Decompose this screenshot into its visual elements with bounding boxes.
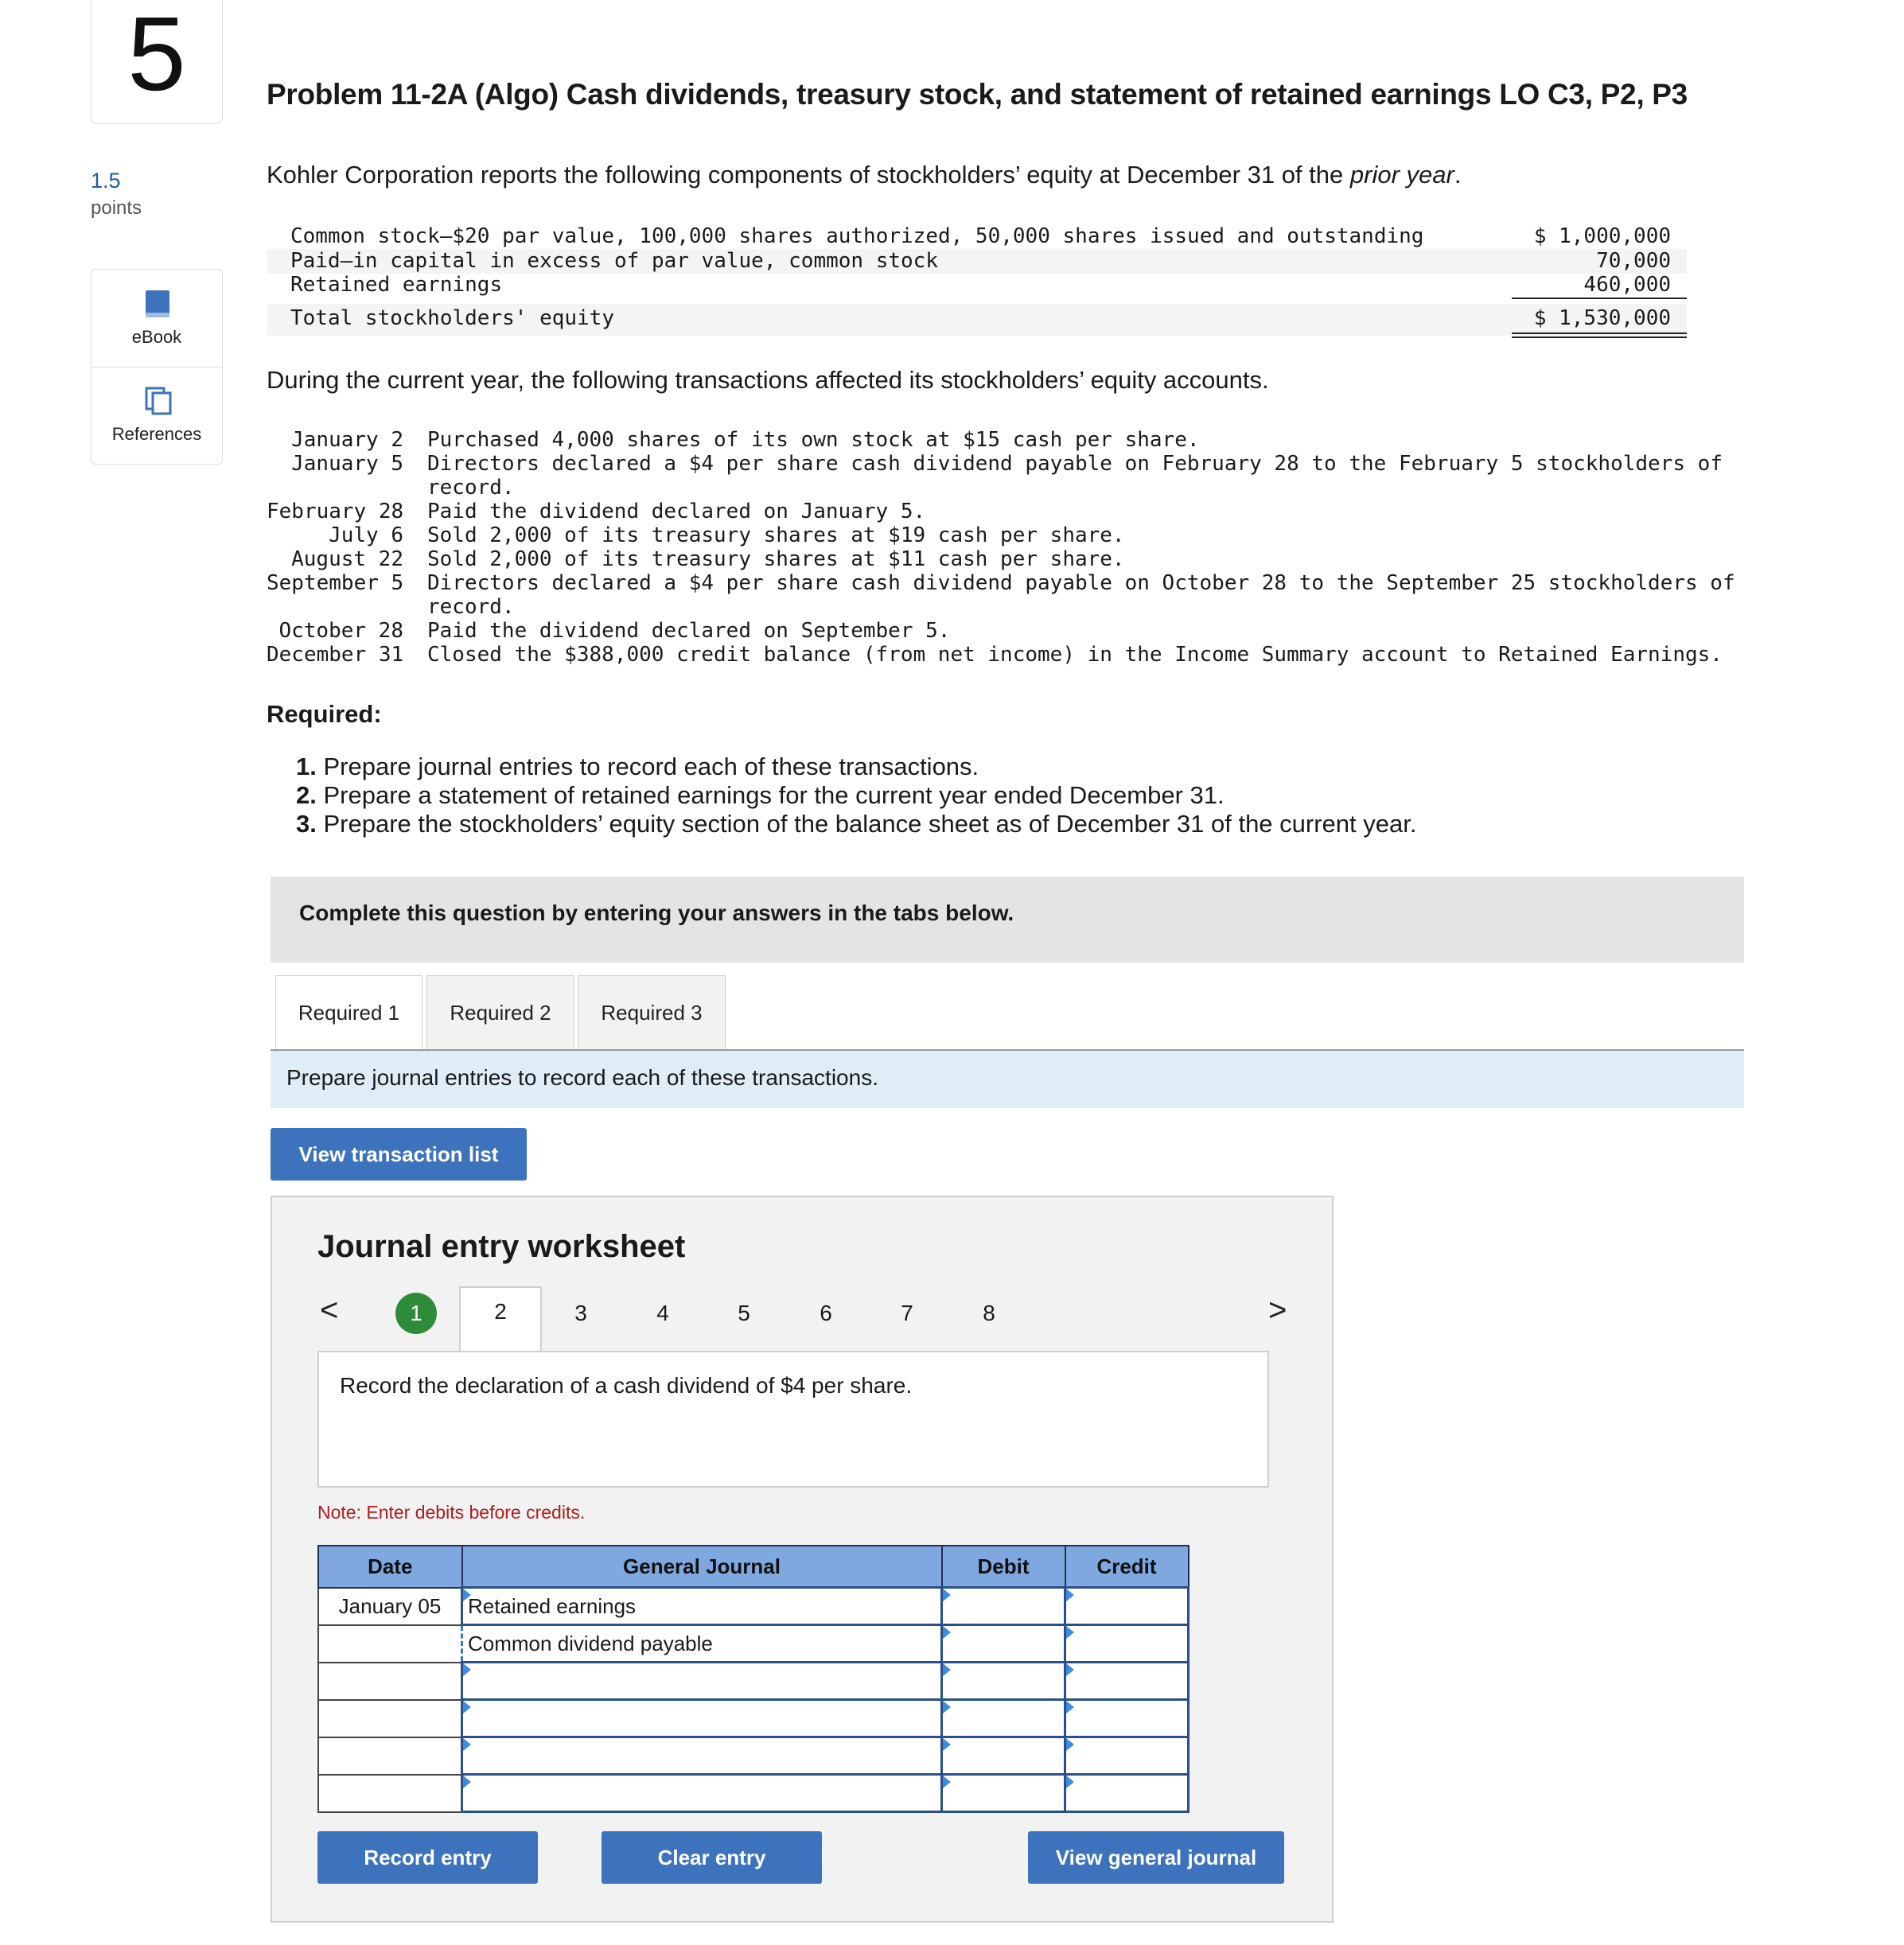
- required-heading: Required:: [267, 700, 382, 728]
- tab-required-1[interactable]: Required 1: [275, 975, 422, 1051]
- view-transaction-list-button[interactable]: View transaction list: [271, 1128, 527, 1181]
- general-journal-table: [317, 1545, 1190, 1813]
- entry-description: Record the declaration of a cash dividend of $4 per share.: [340, 1373, 913, 1398]
- credit-header: Credit: [1065, 1546, 1189, 1588]
- credit-input[interactable]: [1065, 1737, 1189, 1775]
- double-rule: [1512, 333, 1687, 334]
- subtotal-rule: [1512, 298, 1687, 299]
- step-6[interactable]: 6: [820, 1301, 832, 1325]
- step-4[interactable]: 4: [656, 1301, 669, 1325]
- date-cell: [318, 1700, 462, 1737]
- transaction-date: July 6: [329, 523, 403, 547]
- next-arrow-icon[interactable]: >: [1268, 1293, 1287, 1328]
- clear-entry-button[interactable]: Clear entry: [602, 1831, 822, 1884]
- date-header: Date: [318, 1546, 462, 1588]
- account-input[interactable]: Common dividend payable: [462, 1625, 942, 1663]
- credit-input[interactable]: [1065, 1588, 1189, 1625]
- resource-sidebar: [91, 269, 223, 465]
- ebook-label: eBook: [131, 327, 182, 347]
- journal-row: [318, 1625, 1189, 1663]
- transaction-text: Purchased 4,000 shares of its own stock at $15 cash per share.: [427, 428, 1200, 452]
- account-input[interactable]: [462, 1663, 942, 1700]
- transaction-text: Paid the dividend declared on January 5.: [427, 500, 926, 523]
- credit-input[interactable]: [1065, 1700, 1189, 1737]
- during-text: During the current year, the following transactions affected its stockholders’ equity accounts.: [267, 366, 1269, 394]
- copy-icon: [144, 386, 173, 416]
- date-cell: [318, 1775, 462, 1812]
- transaction-text: Directors declared a $4 per share cash dividend payable on October 28 to the September 25 stockholders of: [427, 571, 1735, 595]
- journal-row: [318, 1663, 1189, 1700]
- worksheet-title: Journal entry worksheet: [317, 1229, 686, 1264]
- tab-required-2[interactable]: Required 2: [426, 975, 574, 1050]
- transaction-text: Paid the dividend declared on September 5.: [427, 619, 951, 643]
- credit-input[interactable]: [1065, 1625, 1189, 1663]
- intro-text: Kohler Corporation reports the following components of stockholders’ equity at December 31 of the prior year.: [267, 161, 1462, 189]
- transaction-text: Closed the $388,000 credit balance (from net income) in the Income Summary account to Retained Earnings.: [427, 643, 1723, 667]
- entry-description-box: [317, 1351, 1269, 1488]
- required-item: 3. Prepare the stockholders’ equity section of the balance sheet as of December 31 of the current year.: [296, 810, 1417, 838]
- problem-title: Problem 11-2A (Algo) Cash dividends, treasury stock, and statement of retained earnings LO C3, P2, P3: [267, 78, 1688, 111]
- debit-header: Debit: [942, 1546, 1065, 1588]
- transaction-date: August 22: [291, 547, 403, 571]
- transaction-date: October 28: [278, 619, 403, 643]
- credit-input[interactable]: [1065, 1663, 1189, 1700]
- transaction-date: December 31: [267, 643, 404, 667]
- instruction-text: Prepare journal entries to record each of these transactions.: [286, 1065, 878, 1090]
- transaction-text: Sold 2,000 of its treasury shares at $11 cash per share.: [427, 547, 1125, 571]
- equity-row: Retained earnings 460,000: [290, 273, 1671, 297]
- journal-row: [318, 1588, 1189, 1625]
- references-link[interactable]: [92, 367, 222, 464]
- credit-input[interactable]: [1065, 1775, 1189, 1812]
- book-icon: [144, 289, 171, 319]
- points-label: points: [91, 197, 142, 219]
- date-cell: [318, 1737, 462, 1775]
- equity-total-row: Total stockholders' equity $ 1,530,000: [267, 304, 1687, 336]
- references-label: References: [111, 424, 202, 444]
- transaction-date: January 2: [291, 428, 403, 452]
- instruction-banner: [271, 1051, 1744, 1108]
- account-input[interactable]: Retained earnings: [462, 1588, 942, 1625]
- journal-entry-worksheet: [271, 1196, 1334, 1923]
- step-5[interactable]: 5: [738, 1301, 750, 1325]
- debit-input[interactable]: [942, 1625, 1065, 1663]
- complete-text: Complete this question by entering your answers in the tabs below.: [299, 901, 1014, 925]
- debit-input[interactable]: [942, 1663, 1065, 1700]
- view-general-journal-button[interactable]: View general journal: [1028, 1831, 1284, 1884]
- transaction-date: February 28: [267, 500, 404, 523]
- account-input[interactable]: [462, 1700, 942, 1737]
- journal-row: [318, 1737, 1189, 1775]
- step-8[interactable]: 8: [983, 1301, 995, 1325]
- debit-input[interactable]: [942, 1588, 1065, 1625]
- account-input[interactable]: [462, 1775, 942, 1812]
- step-7[interactable]: 7: [901, 1301, 913, 1325]
- debit-input[interactable]: [942, 1775, 1065, 1812]
- debit-input[interactable]: [942, 1700, 1065, 1737]
- transaction-text: record.: [427, 595, 515, 619]
- prev-arrow-icon[interactable]: <: [320, 1293, 339, 1328]
- transaction-date: January 5: [291, 452, 403, 476]
- points-value: 1.5: [91, 169, 121, 193]
- required-item: 2. Prepare a statement of retained earnings for the current year ended December 31.: [296, 781, 1225, 809]
- required-item: 1. Prepare journal entries to record each of these transactions.: [296, 753, 979, 780]
- journal-header: General Journal: [462, 1546, 942, 1588]
- equity-row: Common stock—$20 par value, 100,000 shares authorized, 50,000 shares issued and outstanding $ 1,000,000: [290, 224, 1671, 248]
- debit-input[interactable]: [942, 1737, 1065, 1775]
- account-input[interactable]: [462, 1737, 942, 1775]
- step-1[interactable]: 1: [395, 1293, 437, 1334]
- record-entry-button[interactable]: Record entry: [317, 1831, 538, 1884]
- date-cell: [318, 1625, 462, 1663]
- tab-required-3[interactable]: Required 3: [578, 975, 726, 1050]
- double-rule: [1512, 336, 1687, 338]
- journal-row: [318, 1700, 1189, 1737]
- date-cell: [318, 1663, 462, 1700]
- transaction-text: record.: [427, 476, 515, 500]
- date-cell: January 05: [318, 1588, 462, 1625]
- journal-row: [318, 1775, 1189, 1812]
- complete-banner: [271, 877, 1744, 963]
- equity-row: Paid—in capital in excess of par value, common stock 70,000: [267, 249, 1687, 274]
- transaction-text: Directors declared a $4 per share cash dividend payable on February 28 to the February 5 stockholders of: [427, 452, 1723, 476]
- step-2[interactable]: 2: [459, 1286, 542, 1353]
- entry-note: Note: Enter debits before credits.: [317, 1502, 586, 1523]
- transaction-text: Sold 2,000 of its treasury shares at $19 cash per share.: [427, 523, 1125, 547]
- ebook-link[interactable]: [92, 270, 222, 368]
- transaction-date: September 5: [267, 571, 404, 595]
- question-number: 5: [91, 0, 223, 124]
- step-3[interactable]: 3: [574, 1301, 587, 1325]
